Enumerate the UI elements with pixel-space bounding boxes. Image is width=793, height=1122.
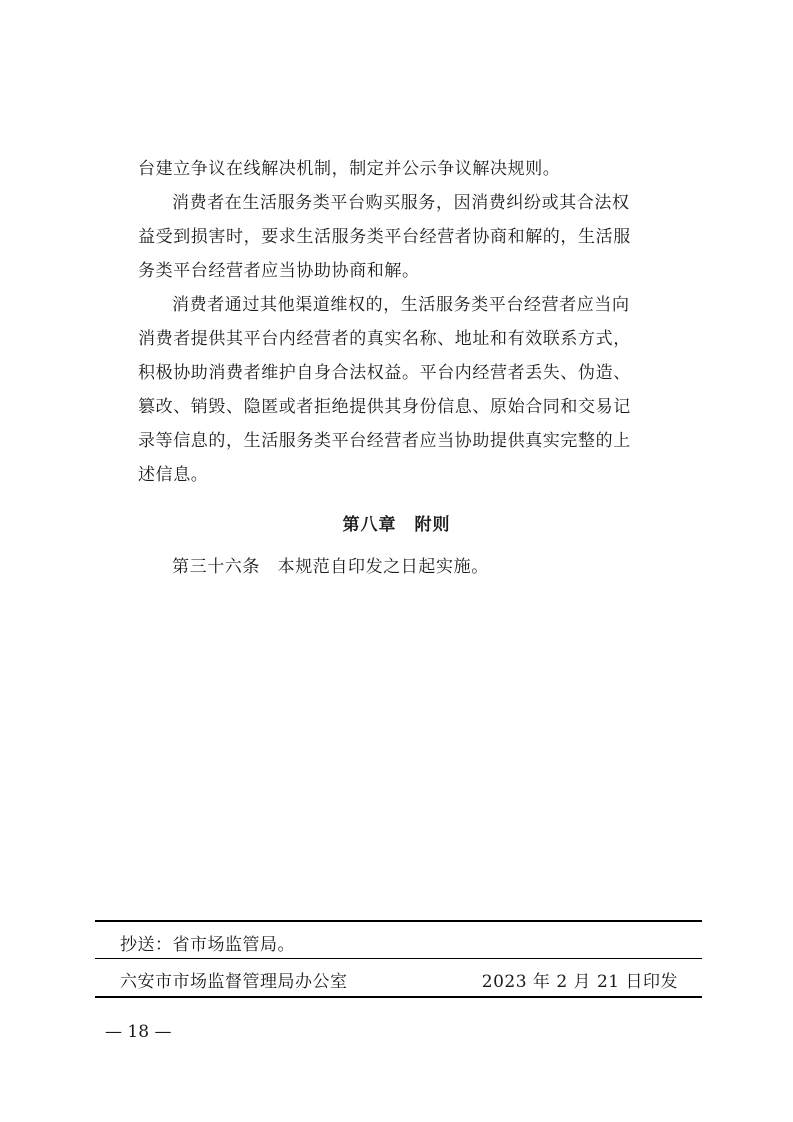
paragraph-line: 消费者在生活服务类平台购买服务，因消费纠纷或其合法权 <box>172 193 630 213</box>
paragraph-line: 台建立争议在线解决机制，制定并公示争议解决规则。 <box>138 159 561 179</box>
paragraph-line: 篡改、销毁、隐匿或者拒绝提供其身份信息、原始合同和交易记 <box>138 397 631 417</box>
cc-line: 抄送：省市场监管局。 <box>120 935 295 955</box>
paragraph-line: 益受到损害时，要求生活服务类平台经营者协商和解的，生活服 <box>138 227 631 247</box>
paragraph-line: 述信息。 <box>138 465 209 485</box>
footer-bottom-rule <box>95 996 702 998</box>
paragraph <box>138 288 658 492</box>
footer-middle-rule <box>95 958 702 959</box>
paragraph-line: 消费者通过其他渠道维权的，生活服务类平台经营者应当向 <box>172 295 630 315</box>
page-number: — 18 — <box>105 1022 172 1042</box>
paragraph-line: 消费者提供其平台内经营者的真实名称、地址和有效联系方式， <box>138 329 631 349</box>
paragraph-line: 务类平台经营者应当协助协商和解。 <box>138 261 420 281</box>
paragraph-line: 积极协助消费者维护自身合法权益。平台内经营者丢失、伪造、 <box>138 363 631 383</box>
footer-top-rule <box>95 920 702 922</box>
paragraph <box>138 152 658 186</box>
issuing-office: 六安市市场监督管理局办公室 <box>120 972 348 992</box>
article-text: 第三十六条 本规范自印发之日起实施。 <box>172 557 489 577</box>
issue-date: 2023 年 2 月 21 日印发 <box>481 972 678 992</box>
body-text <box>138 152 658 492</box>
paragraph-line: 录等信息的，生活服务类平台经营者应当协助提供真实完整的上 <box>138 431 631 451</box>
paragraph <box>138 186 658 288</box>
chapter-title: 第八章 附则 <box>342 515 451 535</box>
